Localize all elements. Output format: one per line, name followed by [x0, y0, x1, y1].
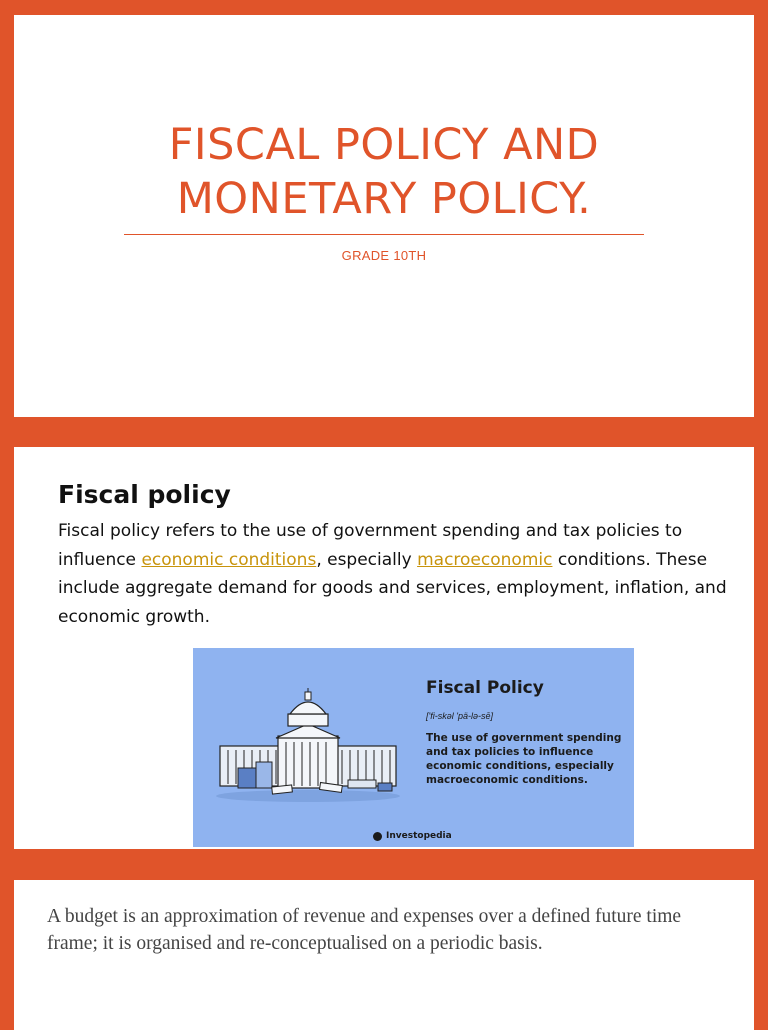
brand-name: Investopedia: [386, 831, 452, 841]
title-slide: [14, 15, 754, 417]
body-text-2: , especially: [316, 549, 418, 570]
investopedia-logo-icon: [373, 832, 382, 841]
infographic-brand: [373, 831, 452, 841]
budget-slide: [14, 880, 754, 1030]
section-body: [58, 517, 748, 631]
fiscal-policy-slide: [14, 447, 754, 849]
body-text-1: Fiscal policy refers to the use of government spending and tax policies to influence: [58, 521, 683, 570]
infographic-description: The use of government spending and tax policies to influence economic conditions, especially macroeconomic conditions.: [426, 732, 622, 786]
slide-title-line-2: MONETARY POLICY.: [176, 174, 592, 224]
slide-subtitle: GRADE 10TH: [341, 248, 427, 263]
section-heading: Fiscal policy: [58, 480, 231, 509]
title-underline: [124, 234, 644, 235]
economic-conditions-link[interactable]: economic conditions: [141, 549, 317, 570]
infographic-title: Fiscal Policy: [426, 678, 544, 698]
body-text-3: conditions. These include aggregate demand for goods and services, employment, inflation, and economic growth.: [58, 549, 727, 627]
budget-definition: A budget is an approximation of revenue and expenses over a defined future time frame; it is organised and re-conceptualised on a periodic basis.: [47, 906, 682, 954]
infographic-pronunciation: ['fi-skəl 'pä-lə-sē]: [426, 711, 493, 721]
capitol-building-illustration: [208, 688, 408, 808]
fiscal-policy-infographic: [193, 648, 634, 847]
slide-title-line-1: FISCAL POLICY AND: [168, 120, 600, 170]
macroeconomic-link[interactable]: macroeconomic: [417, 549, 553, 570]
slide-title: [14, 118, 754, 226]
